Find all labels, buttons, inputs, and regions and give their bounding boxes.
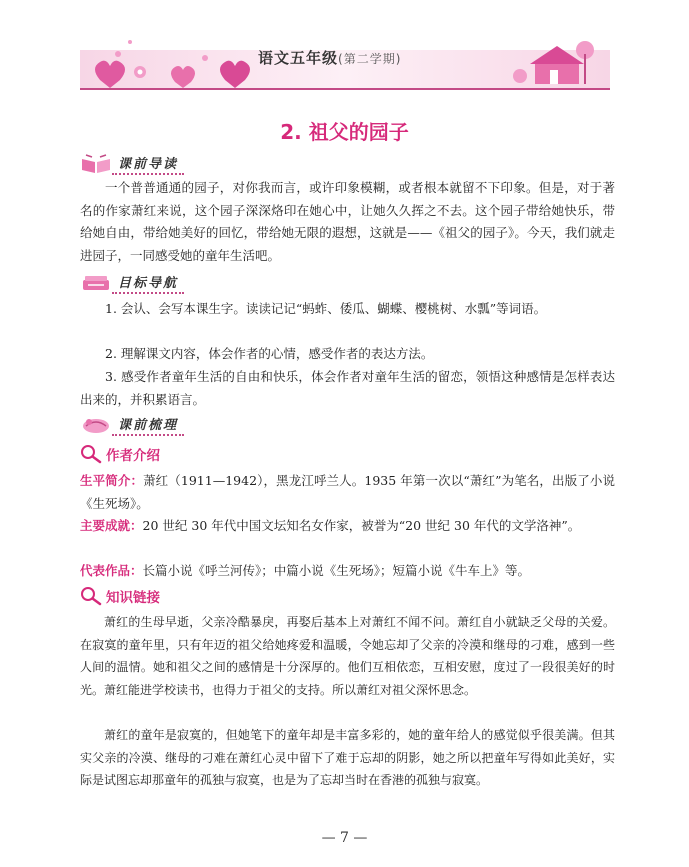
author-works-label: 代表作品：	[80, 563, 143, 578]
intro-paragraph: 一个普普通通的园子，对你我而言，或许印象模糊，或者根本就留不下印象。但是，对于著名的作家萧红来说，这个园子深深烙印在她心中，让她久久挥之不去。这个园子带给她快乐，带给她自由，带给她美好的回忆，带给她无限的遐想，这就是——《祖父的园子》。今天，我们就走进园子，一同感受她的童年生活吧。	[80, 180, 615, 263]
knowledge-paragraph-1: 萧红的生母早逝，父亲冷酷暴戾，再娶后基本上对萧红不闻不问。萧红自小就缺乏父母的关爱。在寂寞的童年里，只有年迈的祖父给她疼爱和温暖，令她忘却了父亲的冷漠和继母的刁难，感到一些人间的温情。她和祖父之间的感情是十分深厚的。他们互相依恋，互相安慰，度过了一段很美好的时光。萧红能进学校读书，也得力于祖父的支持。所以萧红对祖父深怀思念。	[80, 615, 615, 697]
goal-item-3: 3. 感受作者童年生活的自由和快乐，体会作者对童年生活的留恋，领悟这种感情是怎样表达出来的，并积累语言。	[80, 369, 615, 407]
running-header-main: 语文五年级	[258, 49, 339, 67]
author-bio-text: 萧红（1911—1942），黑龙江呼兰人。1935 年第一次以“萧红”为笔名，出版了小说《生死场》。	[80, 473, 615, 511]
author-achievement-text: 20 世纪 30 年代中国文坛知名女作家，被誉为“20 世纪 30 年代的文学洛神”。	[142, 518, 581, 533]
subheading-author	[80, 444, 160, 464]
subheading-knowledge	[80, 586, 160, 606]
author-works	[80, 560, 615, 583]
author-works-text: 长篇小说《呼兰河传》；中篇小说《生死场》；短篇小说《牛车上》等。	[142, 563, 531, 578]
author-bio	[80, 470, 615, 515]
open-book-icon	[80, 153, 112, 175]
goal-item-2: 2. 理解课文内容，体会作者的心情，感受作者的表达方法。	[105, 346, 434, 361]
running-header-sub: (第二学期)	[338, 52, 402, 66]
section-heading-goals	[80, 271, 184, 294]
author-achievement-label: 主要成就：	[80, 518, 143, 533]
knowledge-paragraph-2: 萧红的童年是寂寞的，但她笔下的童年却是丰富多彩的，她的童年给人的感觉似乎很美满。但其实父亲的冷漠、继母的刁难在萧红心灵中留下了难于忘却的阴影，她之所以把童年写得如此美好，实际是试图忘却那童年的孤独与寂寞，也是为了忘却当时在香港的孤独与寂寞。	[80, 728, 615, 787]
subheading-author-text: 作者介绍	[106, 448, 160, 464]
section-label-preview: 课前导读	[112, 152, 184, 175]
running-header	[258, 47, 401, 68]
subheading-knowledge-text: 知识链接	[106, 590, 160, 606]
lesson-title: 2. 祖父的园子	[280, 120, 409, 144]
goal-item-1: 1. 会认、会写本课生字。读读记记“蚂蚱、倭瓜、蝴蝶、樱桃树、水瓢”等词语。	[105, 301, 547, 316]
author-bio-label: 生平简介：	[80, 473, 144, 488]
section-heading-preview	[80, 152, 184, 175]
section-label-sort: 课前梳理	[112, 413, 184, 436]
ribbon-book-icon	[80, 414, 112, 436]
magnifier-icon	[80, 444, 102, 464]
header-rule	[80, 88, 610, 90]
section-heading-sort	[80, 413, 184, 436]
book-icon	[80, 272, 112, 294]
author-achievement	[80, 515, 615, 538]
section-label-goals: 目标导航	[112, 271, 184, 294]
page-number: — 7 —	[321, 830, 368, 846]
magnifier-icon	[80, 586, 102, 606]
